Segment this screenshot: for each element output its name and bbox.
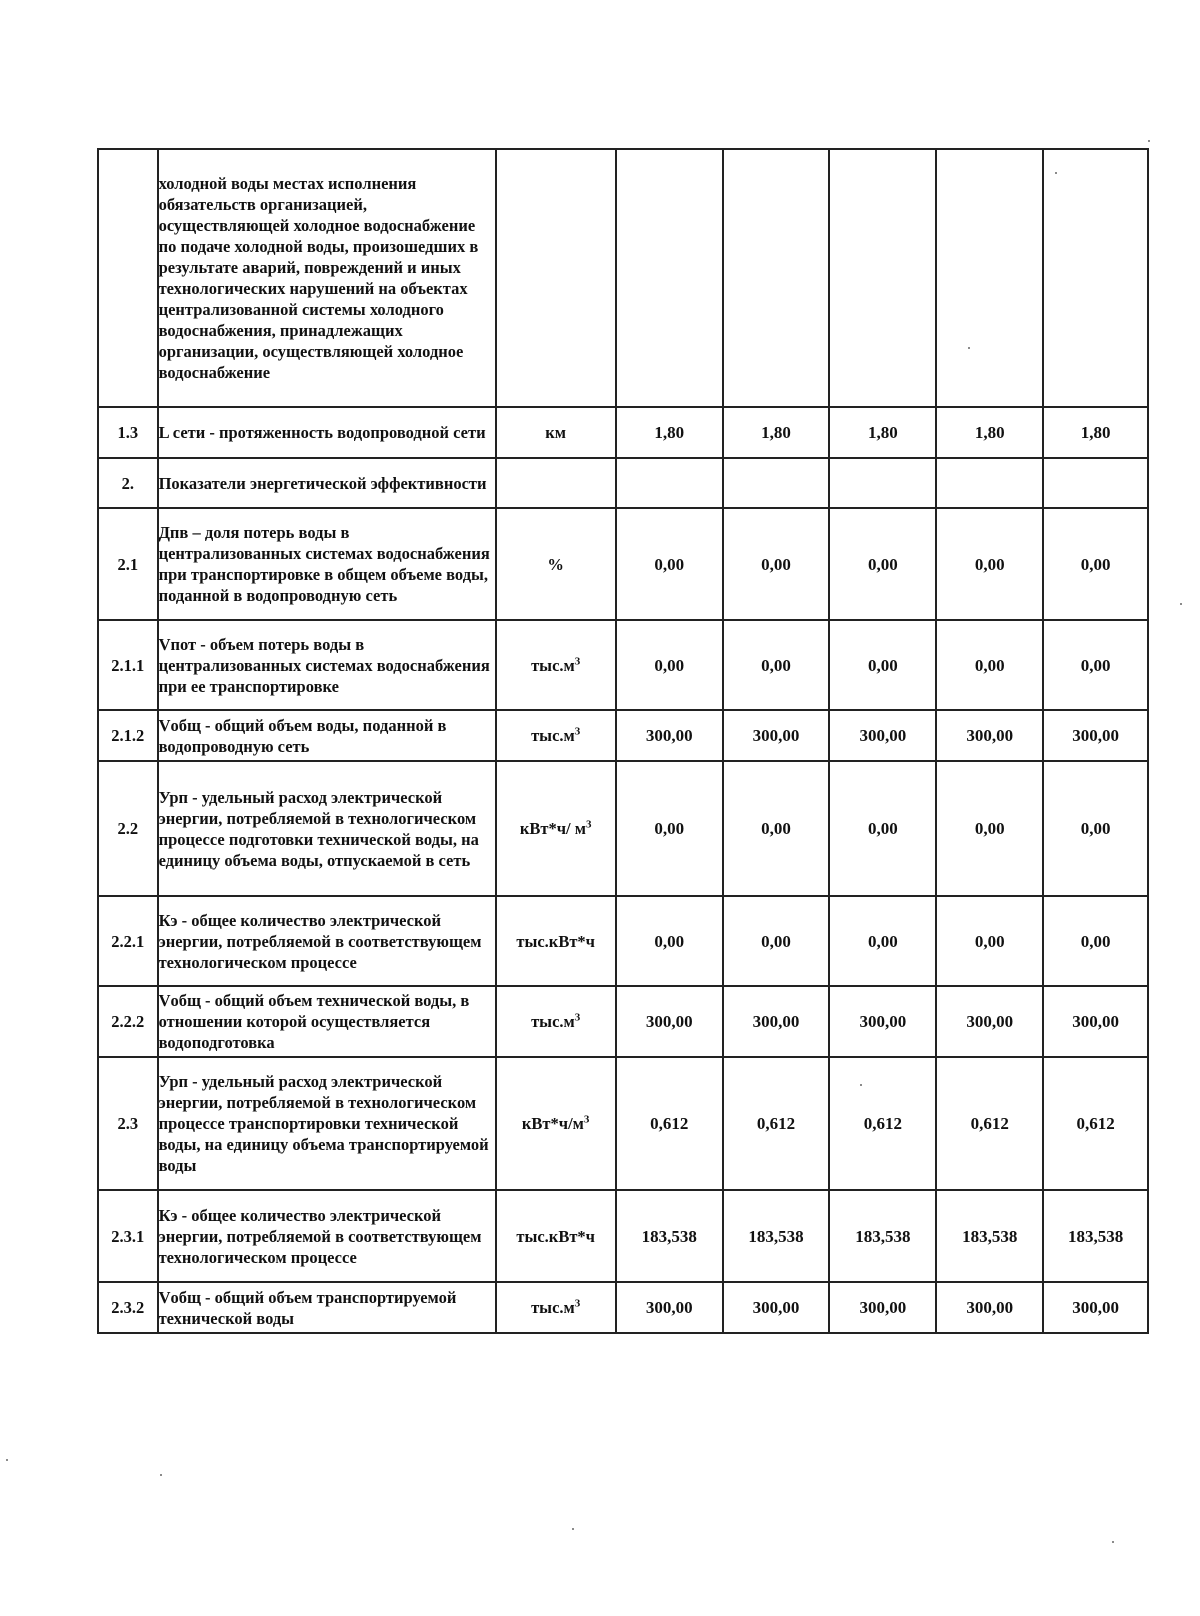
value-cell: 0,612 xyxy=(936,1057,1043,1190)
indicator-name: Vобщ - общий объем технической воды, в отношении которой осуществляется водоподготовка xyxy=(158,986,496,1057)
row-number xyxy=(98,149,158,407)
unit-superscript: 3 xyxy=(585,818,592,831)
value-cell: 300,00 xyxy=(829,710,936,761)
indicators-table xyxy=(97,148,1149,1334)
value-cell: 300,00 xyxy=(723,710,830,761)
unit-label: тыс.м xyxy=(531,1298,575,1317)
value-cell xyxy=(1043,149,1148,407)
indicator-name: Vобщ - общий объем воды, поданной в водопроводную сеть xyxy=(158,710,496,761)
unit-cell xyxy=(496,896,616,986)
value-cell: 0,00 xyxy=(936,761,1043,896)
value-cell: 0,612 xyxy=(829,1057,936,1190)
value-cell: 0,00 xyxy=(723,508,830,620)
value-cell: 1,80 xyxy=(616,407,723,458)
value-cell: 183,538 xyxy=(829,1190,936,1282)
scan-speck xyxy=(6,1459,8,1461)
unit-cell xyxy=(496,710,616,761)
scan-speck xyxy=(1112,1541,1114,1543)
table-body xyxy=(98,149,1148,1333)
indicator-name: Vобщ - общий объем транспортируемой технической воды xyxy=(158,1282,496,1333)
value-cell xyxy=(723,149,830,407)
row-number: 2.1.2 xyxy=(98,710,158,761)
value-cell: 1,80 xyxy=(723,407,830,458)
table-row xyxy=(98,710,1148,761)
indicator-name: Vпот - объем потерь воды в централизованных системах водоснабжения при ее транспортировке xyxy=(158,620,496,710)
unit-cell xyxy=(496,1057,616,1190)
value-cell: 183,538 xyxy=(723,1190,830,1282)
value-cell xyxy=(616,458,723,508)
unit-cell xyxy=(496,620,616,710)
value-cell: 0,00 xyxy=(616,620,723,710)
row-number: 2.2.1 xyxy=(98,896,158,986)
unit-label: км xyxy=(545,423,567,442)
value-cell: 0,00 xyxy=(1043,620,1148,710)
value-cell: 300,00 xyxy=(1043,1282,1148,1333)
table-row xyxy=(98,620,1148,710)
value-cell: 0,00 xyxy=(1043,508,1148,620)
row-number: 2.3.1 xyxy=(98,1190,158,1282)
indicator-name: Дпв – доля потерь воды в централизованных системах водоснабжения при транспортировке в общем объеме воды, поданной в водопроводную сеть xyxy=(158,508,496,620)
value-cell xyxy=(723,458,830,508)
row-number: 2.3.2 xyxy=(98,1282,158,1333)
value-cell: 0,00 xyxy=(723,620,830,710)
value-cell: 0,00 xyxy=(829,896,936,986)
value-cell: 300,00 xyxy=(1043,986,1148,1057)
value-cell: 300,00 xyxy=(723,986,830,1057)
row-number: 1.3 xyxy=(98,407,158,458)
scan-speck xyxy=(160,1474,162,1476)
indicator-name: Урп - удельный расход электрической энергии, потребляемой в технологическом процессе транспортировки технической воды, на единицу объема транспортируемой воды xyxy=(158,1057,496,1190)
unit-cell xyxy=(496,508,616,620)
value-cell: 0,00 xyxy=(616,508,723,620)
value-cell xyxy=(829,458,936,508)
unit-label: тыс.м xyxy=(531,726,575,745)
value-cell: 300,00 xyxy=(829,1282,936,1333)
unit-label: тыс.кВт*ч xyxy=(516,931,595,951)
row-number: 2.2 xyxy=(98,761,158,896)
unit-cell xyxy=(496,1282,616,1333)
row-number: 2.3 xyxy=(98,1057,158,1190)
value-cell xyxy=(1043,458,1148,508)
value-cell: 0,00 xyxy=(829,761,936,896)
value-cell: 300,00 xyxy=(936,1282,1043,1333)
unit-label: тыс.кВт*ч xyxy=(516,1226,595,1246)
unit-cell xyxy=(496,761,616,896)
value-cell: 1,80 xyxy=(1043,407,1148,458)
scan-speck xyxy=(860,1084,862,1086)
table-row xyxy=(98,1282,1148,1333)
scan-speck xyxy=(968,347,970,349)
scan-speck xyxy=(1148,140,1150,142)
value-cell: 0,00 xyxy=(723,761,830,896)
unit-label: тыс.м xyxy=(531,655,575,675)
value-cell: 300,00 xyxy=(829,986,936,1057)
value-cell: 0,612 xyxy=(616,1057,723,1190)
value-cell: 0,00 xyxy=(936,620,1043,710)
row-number: 2.2.2 xyxy=(98,986,158,1057)
value-cell: 0,00 xyxy=(936,508,1043,620)
value-cell: 0,00 xyxy=(723,896,830,986)
unit-cell xyxy=(496,149,616,407)
unit-superscript: 3 xyxy=(583,1113,590,1126)
value-cell: 183,538 xyxy=(1043,1190,1148,1282)
unit-cell xyxy=(496,986,616,1057)
unit-cell xyxy=(496,458,616,508)
value-cell: 0,612 xyxy=(723,1057,830,1190)
value-cell: 0,00 xyxy=(616,896,723,986)
value-cell: 0,00 xyxy=(936,896,1043,986)
value-cell: 183,538 xyxy=(936,1190,1043,1282)
scan-speck xyxy=(1055,172,1057,174)
value-cell: 0,00 xyxy=(1043,896,1148,986)
unit-label: кВт*ч/м xyxy=(521,1114,584,1133)
indicator-name: Показатели энергетической эффективности xyxy=(158,458,496,508)
unit-label: % xyxy=(547,554,564,574)
value-cell: 183,538 xyxy=(616,1190,723,1282)
table-row xyxy=(98,1190,1148,1282)
indicator-name: холодной воды местах исполнения обязательств организацией, осуществляющей холодное водоснабжение по подаче холодной воды, произошедших в результате аварий, повреждений и иных технологических нарушений на объектах централизованной системы холодного водоснабжения, принадлежащих организации, осуществляющей холодное водоснабжение xyxy=(158,149,496,407)
value-cell: 300,00 xyxy=(936,986,1043,1057)
value-cell: 0,00 xyxy=(829,508,936,620)
value-cell: 0,00 xyxy=(616,761,723,896)
value-cell: 300,00 xyxy=(616,986,723,1057)
scan-speck xyxy=(1180,603,1182,605)
row-number: 2.1.1 xyxy=(98,620,158,710)
value-cell: 0,612 xyxy=(1043,1057,1148,1190)
unit-superscript: 3 xyxy=(574,655,581,667)
table-row xyxy=(98,761,1148,896)
row-number: 2.1 xyxy=(98,508,158,620)
value-cell: 300,00 xyxy=(936,710,1043,761)
scan-speck xyxy=(572,1528,574,1530)
unit-superscript: 3 xyxy=(574,1297,581,1310)
unit-superscript: 3 xyxy=(574,1011,581,1024)
value-cell xyxy=(616,149,723,407)
table-row xyxy=(98,458,1148,508)
row-number: 2. xyxy=(98,458,158,508)
unit-label: тыс.м xyxy=(531,1012,575,1031)
table-row xyxy=(98,149,1148,407)
value-cell xyxy=(829,149,936,407)
indicator-name: Урп - удельный расход электрической энергии, потребляемой в технологическом процессе подготовки технической воды, на единицу объема воды, отпускаемой в сеть xyxy=(158,761,496,896)
value-cell: 1,80 xyxy=(829,407,936,458)
value-cell: 300,00 xyxy=(616,710,723,761)
indicator-name: Кэ - общее количество электрической энергии, потребляемой в соответствующем технологическом процессе xyxy=(158,896,496,986)
unit-cell xyxy=(496,1190,616,1282)
value-cell: 0,00 xyxy=(1043,761,1148,896)
table-row xyxy=(98,896,1148,986)
unit-superscript: 3 xyxy=(574,725,581,738)
value-cell: 300,00 xyxy=(1043,710,1148,761)
table-row xyxy=(98,407,1148,458)
table-row xyxy=(98,1057,1148,1190)
value-cell xyxy=(936,149,1043,407)
value-cell: 300,00 xyxy=(616,1282,723,1333)
unit-label: кВт*ч/ м xyxy=(519,819,586,838)
indicator-name: L сети - протяженность водопроводной сети xyxy=(158,407,496,458)
table-row xyxy=(98,508,1148,620)
unit-cell xyxy=(496,407,616,458)
value-cell xyxy=(936,458,1043,508)
indicator-name: Кэ - общее количество электрической энергии, потребляемой в соответствующем технологическом процессе xyxy=(158,1190,496,1282)
value-cell: 1,80 xyxy=(936,407,1043,458)
value-cell: 0,00 xyxy=(829,620,936,710)
table-row xyxy=(98,986,1148,1057)
value-cell: 300,00 xyxy=(723,1282,830,1333)
